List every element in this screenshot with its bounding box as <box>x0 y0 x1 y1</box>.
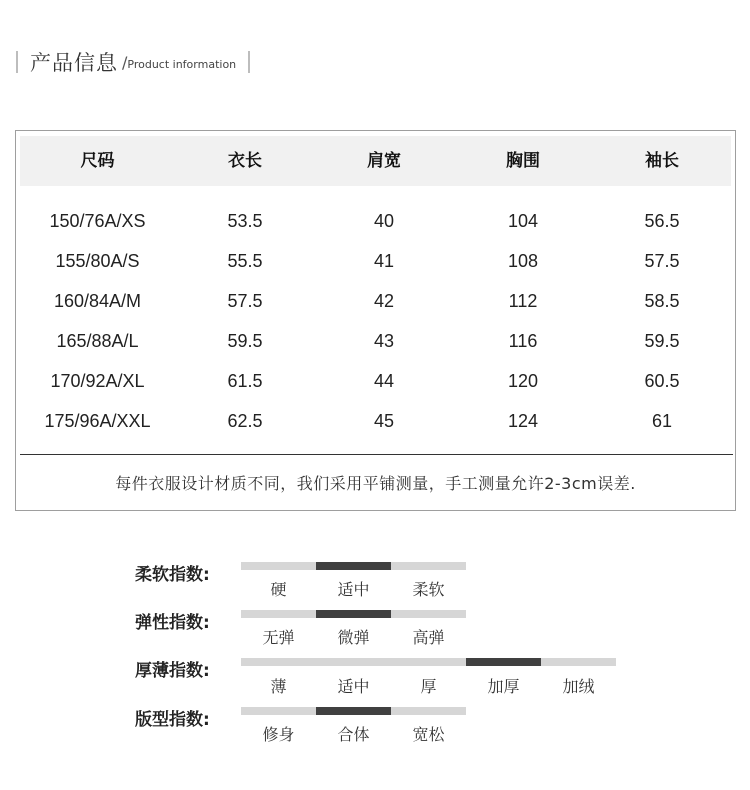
title-separator: / <box>122 52 128 72</box>
cell-sleeve: 61 <box>651 411 673 431</box>
cell-length: 62.5 <box>227 411 263 431</box>
cell-chest: 108 <box>507 251 539 271</box>
index-segment <box>241 707 316 715</box>
index-segment <box>541 658 616 666</box>
index-segment-selected <box>316 707 391 715</box>
index-option: 适中 <box>337 677 370 696</box>
index-segment <box>391 658 466 666</box>
column-header-size: 尺码 <box>80 151 115 171</box>
table-row <box>20 401 731 441</box>
fit-index-label: 版型指数: <box>135 710 210 730</box>
section-title: 产品信息 <box>30 51 118 75</box>
index-segment <box>241 658 316 666</box>
column-header-chest: 胸围 <box>506 151 540 171</box>
table-row <box>20 241 731 281</box>
fit-index-options <box>241 722 466 745</box>
cell-length: 59.5 <box>227 331 263 351</box>
index-option: 修身 <box>262 725 295 744</box>
softness-index-label: 柔软指数: <box>135 565 210 585</box>
cell-size: 160/84A/M <box>53 291 142 311</box>
cell-chest: 120 <box>507 371 539 391</box>
cell-shoulder: 45 <box>373 411 395 431</box>
thickness-index-bar <box>241 658 616 666</box>
cell-length: 55.5 <box>227 251 263 271</box>
cell-sleeve: 58.5 <box>644 291 680 311</box>
table-divider <box>20 454 733 455</box>
size-chart <box>15 130 736 511</box>
table-row <box>20 361 731 401</box>
index-option: 薄 <box>270 677 287 696</box>
index-segment-selected <box>316 562 391 570</box>
cell-shoulder: 44 <box>373 371 395 391</box>
cell-size: 165/88A/L <box>56 331 139 351</box>
softness-index-bar <box>241 562 466 570</box>
cell-chest: 124 <box>507 411 539 431</box>
cell-shoulder: 40 <box>373 211 395 231</box>
cell-sleeve: 56.5 <box>644 211 680 231</box>
cell-shoulder: 41 <box>373 251 395 271</box>
index-segment <box>391 562 466 570</box>
index-option: 厚 <box>420 677 437 696</box>
index-option: 加厚 <box>487 677 520 696</box>
index-option: 无弹 <box>262 628 295 647</box>
index-segment <box>241 562 316 570</box>
measurement-note: 每件衣服设计材质不同，我们采用平铺测量，手工测量允许2-3cm误差. <box>115 474 636 493</box>
column-header-sleeve: 袖长 <box>645 151 679 171</box>
cell-size: 150/76A/XS <box>49 211 146 231</box>
cell-shoulder: 42 <box>373 291 395 311</box>
size-table-body <box>20 201 731 441</box>
cell-shoulder: 43 <box>373 331 395 351</box>
index-segment <box>316 658 391 666</box>
index-option: 硬 <box>270 580 287 599</box>
header-left-bar <box>16 51 18 73</box>
index-option: 宽松 <box>412 725 445 744</box>
cell-chest: 112 <box>508 291 538 311</box>
table-row <box>20 321 731 361</box>
index-option: 适中 <box>337 580 370 599</box>
size-table-header <box>20 136 731 186</box>
elasticity-index-label: 弹性指数: <box>135 613 210 633</box>
elasticity-index-bar <box>241 610 466 618</box>
index-option: 微弹 <box>337 628 370 647</box>
cell-sleeve: 57.5 <box>644 251 680 271</box>
cell-size: 170/92A/XL <box>50 371 145 391</box>
index-segment <box>241 610 316 618</box>
column-header-shoulder: 肩宽 <box>367 151 401 171</box>
table-row <box>20 281 731 321</box>
section-subtitle: Product information <box>127 57 237 71</box>
cell-length: 57.5 <box>227 291 263 311</box>
thickness-index-options <box>241 674 616 697</box>
cell-chest: 116 <box>508 331 538 351</box>
cell-size: 175/96A/XXL <box>44 411 151 431</box>
index-option: 加绒 <box>562 677 595 696</box>
cell-length: 61.5 <box>227 371 263 391</box>
index-segment-selected <box>316 610 391 618</box>
index-segment-selected <box>466 658 541 666</box>
column-header-length: 衣长 <box>228 151 262 171</box>
fit-index-bar <box>241 707 466 715</box>
softness-index-options <box>241 577 466 600</box>
cell-sleeve: 59.5 <box>644 331 680 351</box>
header-right-bar <box>248 51 250 73</box>
index-option: 柔软 <box>412 580 445 599</box>
cell-length: 53.5 <box>227 211 263 231</box>
index-option: 高弹 <box>412 628 445 647</box>
index-segment <box>391 610 466 618</box>
index-segment <box>391 707 466 715</box>
cell-chest: 104 <box>507 211 539 231</box>
cell-sleeve: 60.5 <box>644 371 680 391</box>
table-row <box>20 201 731 241</box>
index-option: 合体 <box>337 725 370 744</box>
thickness-index-label: 厚薄指数: <box>135 661 210 681</box>
section-header <box>16 50 250 74</box>
cell-size: 155/80A/S <box>55 251 140 271</box>
elasticity-index-options <box>241 625 466 648</box>
